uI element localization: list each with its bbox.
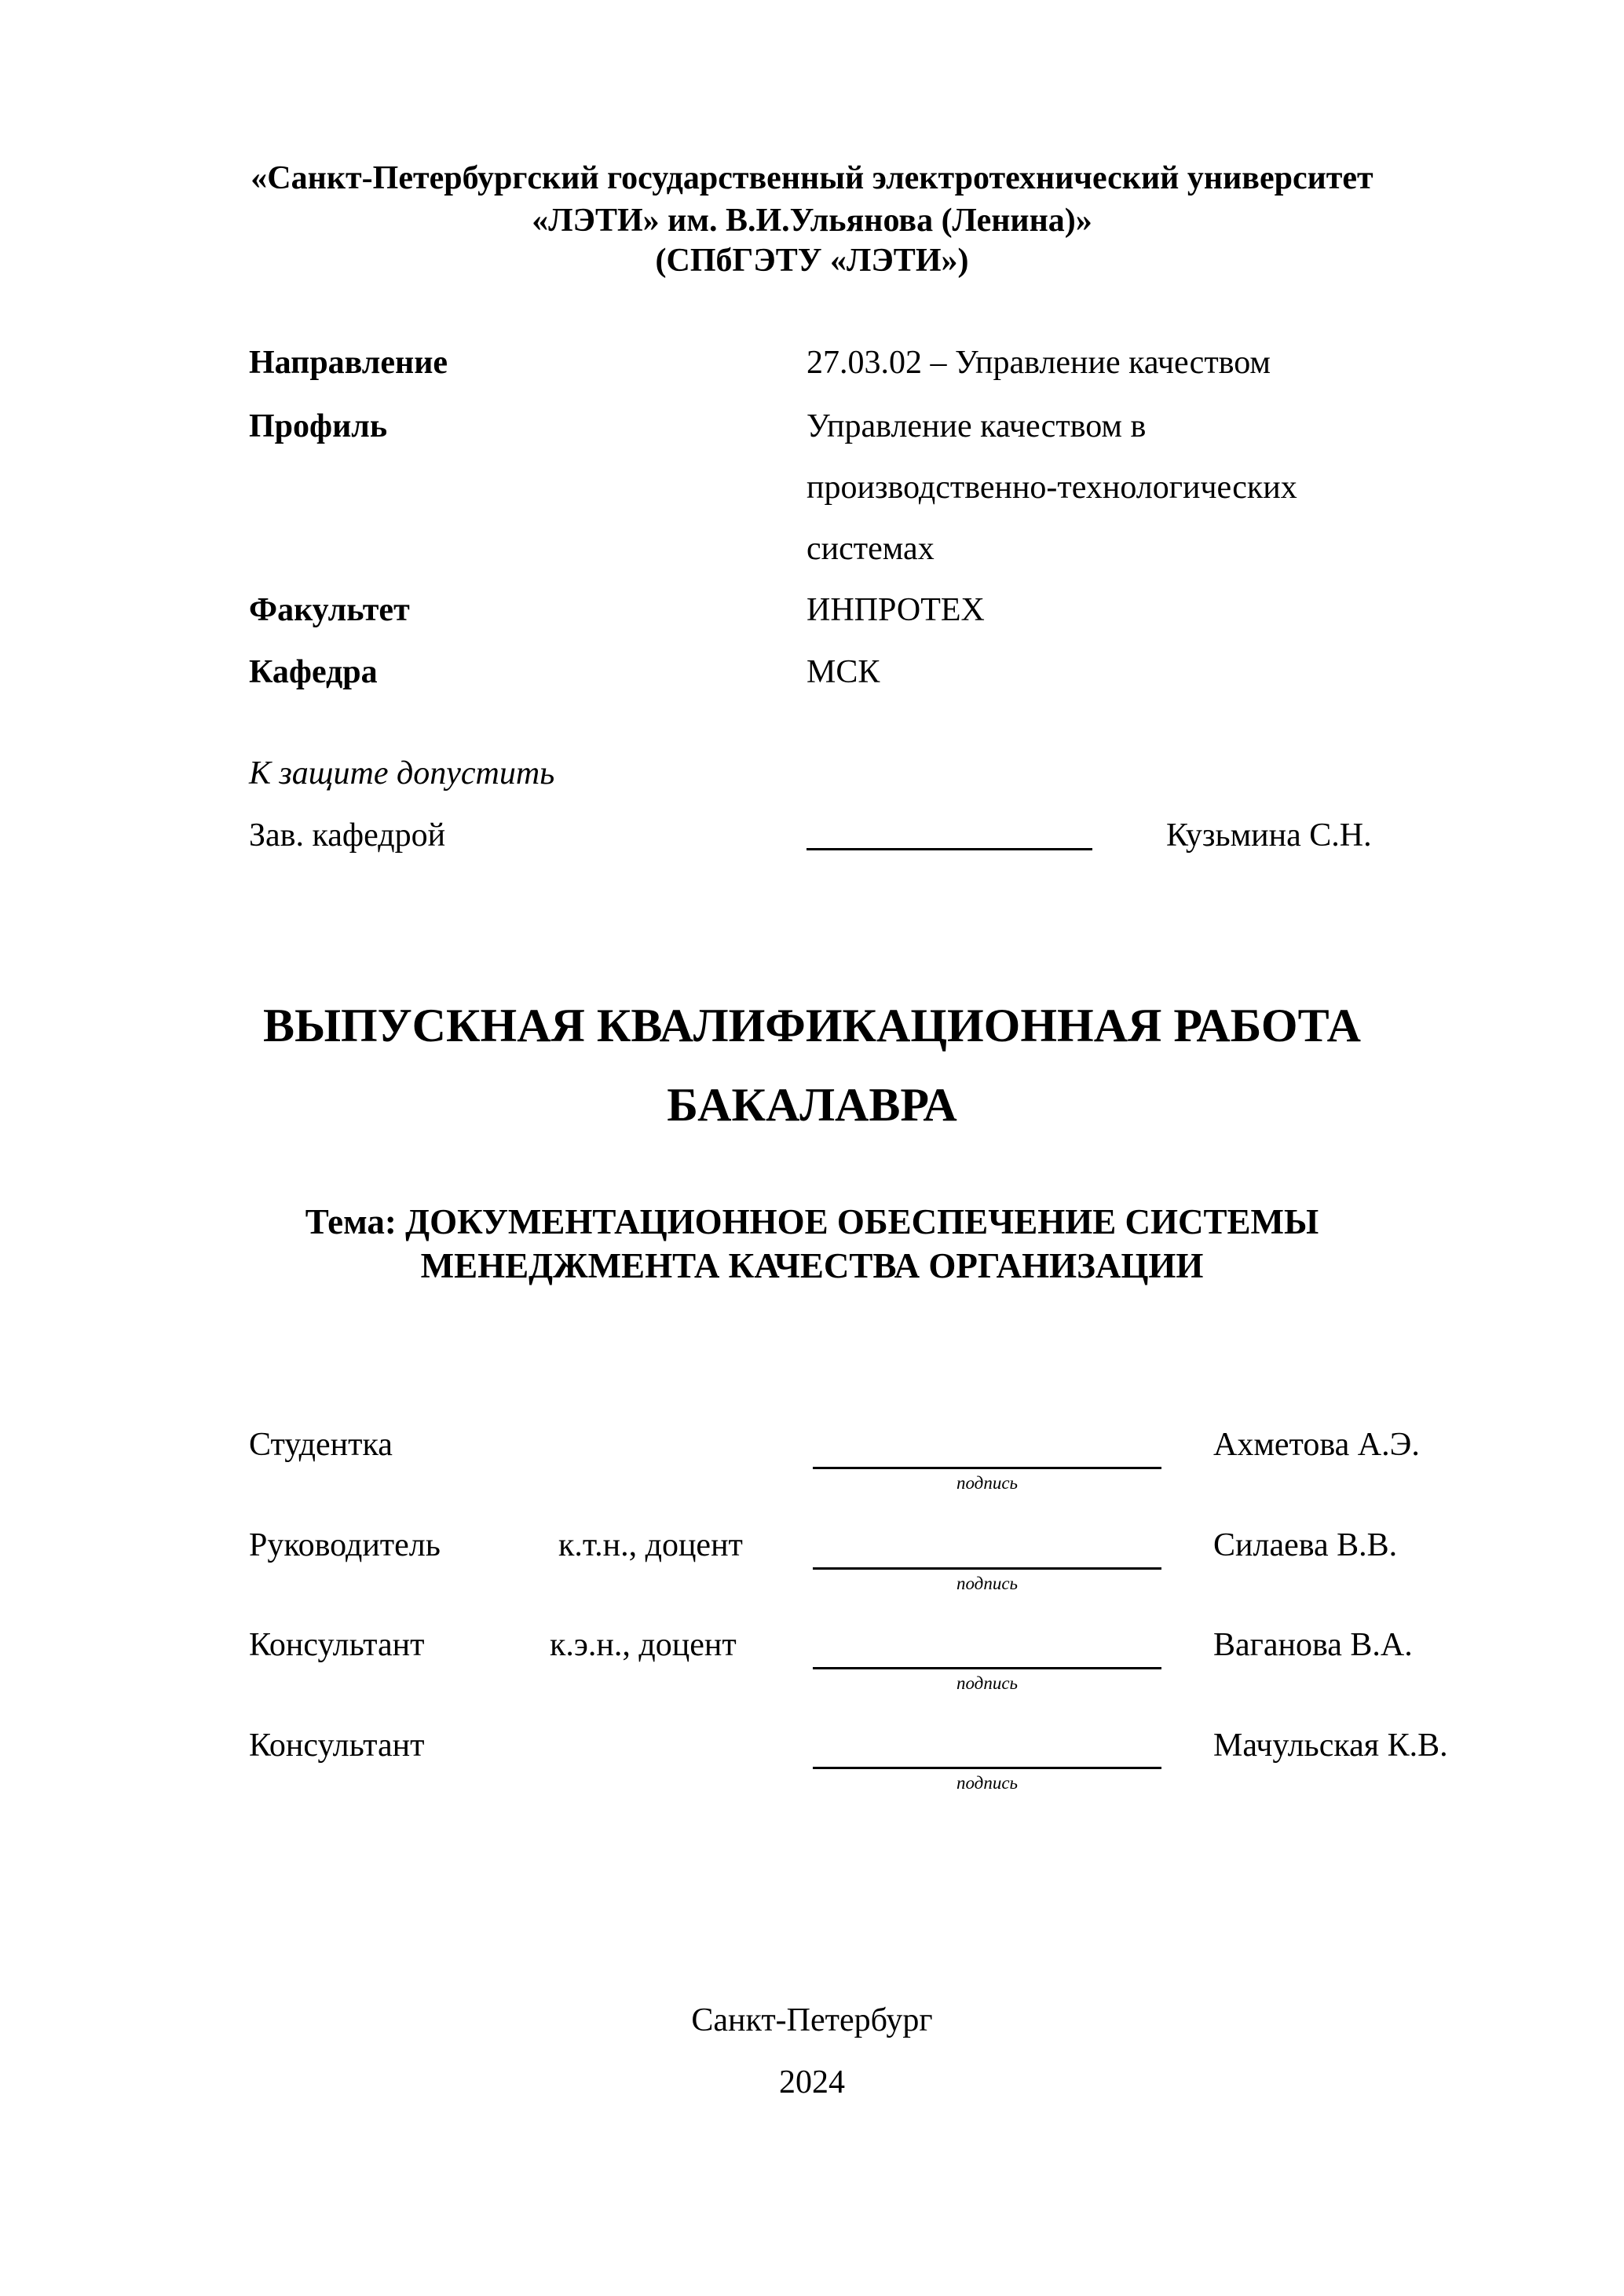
signature-line [813, 1667, 1161, 1669]
approval-caption: К защите допустить [249, 755, 555, 792]
signature-caption: подпись [956, 1773, 1018, 1793]
faculty-value: ИНПРОТЕХ [807, 592, 985, 628]
approval-signature-line [807, 848, 1092, 850]
signature-name: Мачульская К.В. [1213, 1727, 1448, 1764]
signature-degree: к.э.н., доцент [550, 1627, 737, 1663]
profile-value-line2: производственно-технологических [807, 470, 1297, 506]
signature-role: Консультант [249, 1627, 425, 1663]
profile-label: Профиль [249, 408, 388, 444]
faculty-label: Факультет [249, 592, 410, 628]
signature-caption: подпись [956, 1473, 1018, 1493]
footer-year: 2024 [779, 2064, 845, 2100]
signature-caption: подпись [956, 1673, 1018, 1693]
department-label: Кафедра [249, 654, 378, 690]
university-abbreviation: (СПбГЭТУ «ЛЭТИ») [655, 243, 969, 279]
profile-value-line3: системах [807, 531, 935, 567]
university-name-line1: «Санкт-Петербургский государственный электротехнический университет [251, 160, 1373, 196]
footer-city: Санкт-Петербург [691, 2002, 933, 2038]
signature-degree: к.т.н., доцент [558, 1527, 743, 1563]
signature-name: Ахметова А.Э. [1213, 1427, 1420, 1463]
work-title-line1: ВЫПУСКНАЯ КВАЛИФИКАЦИОННАЯ РАБОТА [263, 1000, 1361, 1051]
direction-value: 27.03.02 – Управление качеством [807, 345, 1271, 381]
topic-line1: Тема: ДОКУМЕНТАЦИОННОЕ ОБЕСПЕЧЕНИЕ СИСТЕМЫ [305, 1202, 1319, 1241]
signature-name: Ваганова В.А. [1213, 1627, 1413, 1663]
signature-line [813, 1767, 1161, 1769]
signature-line [813, 1467, 1161, 1469]
department-value: МСК [807, 654, 880, 690]
signature-line [813, 1567, 1161, 1570]
work-title-line2: БАКАЛАВРА [667, 1079, 957, 1131]
signature-role: Руководитель [249, 1527, 441, 1563]
topic-line2: МЕНЕДЖМЕНТА КАЧЕСТВА ОРГАНИЗАЦИИ [420, 1246, 1204, 1285]
signature-caption: подпись [956, 1574, 1018, 1593]
approval-role: Зав. кафедрой [249, 817, 446, 854]
direction-label: Направление [249, 345, 448, 381]
university-name-line2: «ЛЭТИ» им. В.И.Ульянова (Ленина)» [532, 203, 1092, 239]
approval-name: Кузьмина С.Н. [1166, 817, 1372, 854]
signature-role: Консультант [249, 1727, 425, 1764]
signature-name: Силаева В.В. [1213, 1527, 1398, 1563]
signature-role: Студентка [249, 1427, 393, 1463]
profile-value-line1: Управление качеством в [807, 408, 1147, 444]
